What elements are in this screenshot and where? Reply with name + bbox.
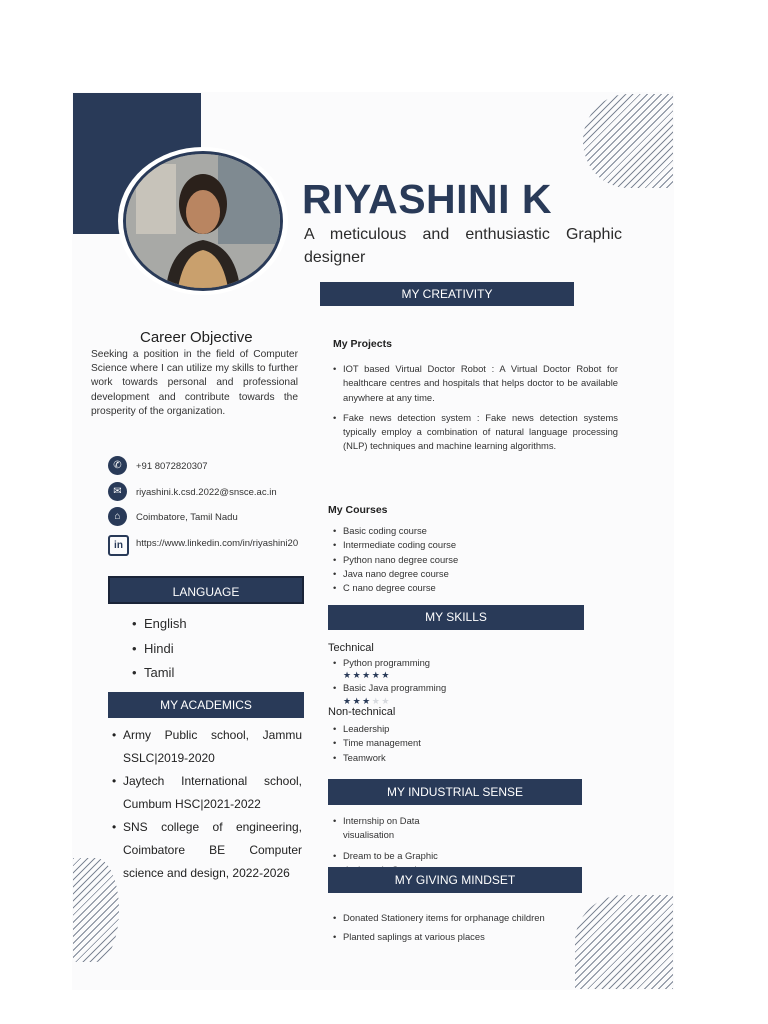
star-filled-icon: ★ <box>362 670 372 681</box>
skill-rating <box>343 696 446 707</box>
list-item: • SNS college of engineering, Coimbatore BE Computer science and design, 2022-2026 <box>112 816 302 885</box>
list-item: • Tamil <box>132 661 187 686</box>
list-item: • Dream to be a Graphic <box>333 849 473 878</box>
location-icon: ⌂ <box>108 507 127 526</box>
list-item: • Python nano degree course <box>333 553 458 567</box>
language-heading: LANGUAGE <box>108 576 304 604</box>
candidate-name: RIYASHINI K <box>302 176 553 222</box>
technical-skills <box>333 656 446 707</box>
list-item: • Jaytech International school, Cumbum HSC|2021-2022 <box>112 770 302 816</box>
contact-location: Coimbatore, Tamil Nadu <box>136 512 238 523</box>
star-filled-icon: ★ <box>362 695 372 706</box>
industrial-heading: MY INDUSTRIAL SENSE <box>328 779 582 805</box>
list-item: • Internship on Data visualisation <box>333 814 473 843</box>
list-item: • Intermediate coding course <box>333 538 458 552</box>
decorative-striped-semicircle-top <box>583 94 673 188</box>
star-filled-icon: ★ <box>352 670 363 681</box>
giving-heading: MY GIVING MINDSET <box>328 867 582 893</box>
non-technical-skills <box>333 722 421 765</box>
skill-label: Python programming <box>343 657 431 668</box>
projects-heading: My Projects <box>333 338 392 350</box>
courses-heading: My Courses <box>328 504 388 516</box>
skills-heading: MY SKILLS <box>328 605 584 630</box>
list-item: • English <box>132 612 187 637</box>
academics-list <box>112 724 302 885</box>
skill-rating <box>343 670 446 681</box>
tagline: A meticulous and enthusiastic Graphic designer <box>304 226 622 266</box>
career-objective-text: Seeking a position in the field of Computer Science where I can utilize my skills to further work towards personal and professional development and contribute towards the prosperity of the organization. <box>91 349 298 417</box>
star-empty-icon: ★ <box>381 695 391 706</box>
skill-label: Basic Java programming <box>343 682 447 694</box>
non-technical-heading: Non-technical <box>328 706 396 718</box>
courses-list <box>333 524 458 595</box>
list-item: • Donated Stationery items for orphanage children <box>333 911 553 925</box>
skill-item <box>333 656 446 681</box>
list-item: • Army Public school, Jammu SSLC|2019-2020 <box>112 724 302 770</box>
profile-photo <box>123 151 283 291</box>
skill-item <box>333 681 446 706</box>
creativity-heading: MY CREATIVITY <box>320 282 574 306</box>
list-item: • C nano degree course <box>333 581 458 595</box>
star-filled-icon: ★ <box>381 670 391 681</box>
list-item: • Leadership <box>333 722 421 736</box>
list-item: • Time management <box>333 736 421 750</box>
contact-email[interactable]: riyashini.k.csd.2022@snsce.ac.in <box>136 487 277 498</box>
phone-icon: ✆ <box>108 456 127 475</box>
email-icon: ✉ <box>108 482 127 501</box>
contact-linkedin[interactable]: https://www.linkedin.com/in/riyashini20 <box>136 538 299 549</box>
list-item: • Teamwork <box>333 751 421 765</box>
list-item: • IOT based Virtual Doctor Robot : A Virtual Doctor Robot for healthcare centres and hospitals that helps doctor to be available anywhere at any time. <box>333 362 618 405</box>
list-item: • Java nano degree course <box>333 567 458 581</box>
contact-phone: +91 8072820307 <box>136 461 208 472</box>
star-filled-icon: ★ <box>343 695 353 706</box>
list-item: • Basic coding course <box>333 524 458 538</box>
list-item: • Hindi <box>132 637 187 662</box>
academics-heading: MY ACADEMICS <box>108 692 304 718</box>
star-filled-icon: ★ <box>352 695 363 706</box>
list-item: • Planted saplings at various places <box>333 930 553 944</box>
linkedin-icon: in <box>108 535 129 556</box>
giving-list <box>333 911 553 945</box>
star-empty-icon: ★ <box>371 695 382 706</box>
language-list <box>132 612 187 686</box>
projects-list <box>333 362 618 460</box>
star-filled-icon: ★ <box>371 670 382 681</box>
star-filled-icon: ★ <box>343 670 353 681</box>
decorative-striped-quarter-bottom <box>575 895 673 989</box>
technical-heading: Technical <box>328 642 374 654</box>
list-item: • Fake news detection system : Fake news detection systems typically employ a combination of natural language processing (NLP) techniques and machine learning algorithms. <box>333 411 618 454</box>
career-objective-heading: Career Objective <box>140 329 253 346</box>
